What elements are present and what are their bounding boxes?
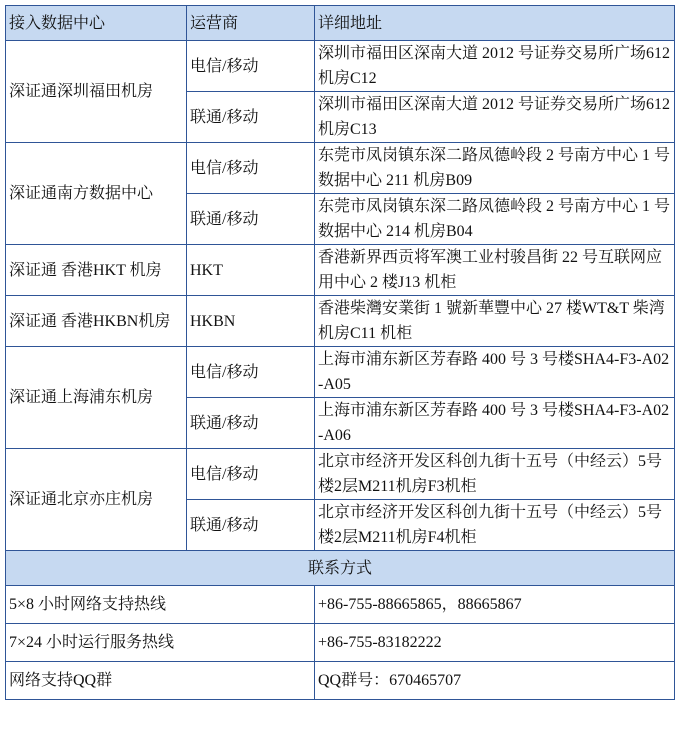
header-data-center: 接入数据中心 [6,6,187,41]
contact-label: 网络支持QQ群 [6,662,315,700]
data-center-table [5,5,675,700]
address-cell: 香港新界西贡将军澳工业村骏昌街 22 号互联网应用中心 2 楼J13 机柜 [315,245,675,296]
address-cell: 深圳市福田区深南大道 2012 号证券交易所广场612 机房C13 [315,92,675,143]
table-row [6,449,675,500]
carrier-cell: 联通/移动 [187,500,315,551]
address-cell: 北京市经济开发区科创九街十五号（中经云）5号楼2层M211机房F4机柜 [315,500,675,551]
contact-row [6,624,675,662]
carrier-cell: 联通/移动 [187,92,315,143]
carrier-cell: 电信/移动 [187,41,315,92]
data-center-name: 深证通上海浦东机房 [6,347,187,449]
data-center-name: 深证通深圳福田机房 [6,41,187,143]
data-center-name: 深证通 香港HKT 机房 [6,245,187,296]
address-cell: 东莞市凤岗镇东深二路凤德岭段 2 号南方中心 1 号数据中心 211 机房B09 [315,143,675,194]
header-address: 详细地址 [315,6,675,41]
contact-header-row [6,551,675,586]
contact-value: QQ群号：670465707 [315,662,675,700]
address-cell: 东莞市凤岗镇东深二路凤德岭段 2 号南方中心 1 号数据中心 214 机房B04 [315,194,675,245]
table-row [6,245,675,296]
carrier-cell: 电信/移动 [187,143,315,194]
carrier-cell: 电信/移动 [187,449,315,500]
carrier-cell: HKBN [187,296,315,347]
address-cell: 上海市浦东新区芳春路 400 号 3 号楼SHA4-F3-A02-A05 [315,347,675,398]
contact-label: 7×24 小时运行服务热线 [6,624,315,662]
contact-value: +86-755-88665865，88665867 [315,586,675,624]
data-center-name: 深证通 香港HKBN机房 [6,296,187,347]
contact-section-title: 联系方式 [6,551,675,586]
header-carrier: 运营商 [187,6,315,41]
table-row [6,296,675,347]
table-row [6,41,675,92]
table-row [6,347,675,398]
address-cell: 北京市经济开发区科创九街十五号（中经云）5号楼2层M211机房F3机柜 [315,449,675,500]
data-center-name: 深证通北京亦庄机房 [6,449,187,551]
address-cell: 深圳市福田区深南大道 2012 号证券交易所广场612 机房C12 [315,41,675,92]
carrier-cell: 联通/移动 [187,398,315,449]
data-center-name: 深证通南方数据中心 [6,143,187,245]
address-cell: 香港柴灣安業街 1 號新華豐中心 27 楼WT&T 柴湾机房C11 机柜 [315,296,675,347]
table-header-row [6,6,675,41]
table-row [6,143,675,194]
contact-row [6,586,675,624]
contact-value: +86-755-83182222 [315,624,675,662]
contact-row [6,662,675,700]
carrier-cell: 电信/移动 [187,347,315,398]
address-cell: 上海市浦东新区芳春路 400 号 3 号楼SHA4-F3-A02-A06 [315,398,675,449]
contact-label: 5×8 小时网络支持热线 [6,586,315,624]
carrier-cell: 联通/移动 [187,194,315,245]
carrier-cell: HKT [187,245,315,296]
